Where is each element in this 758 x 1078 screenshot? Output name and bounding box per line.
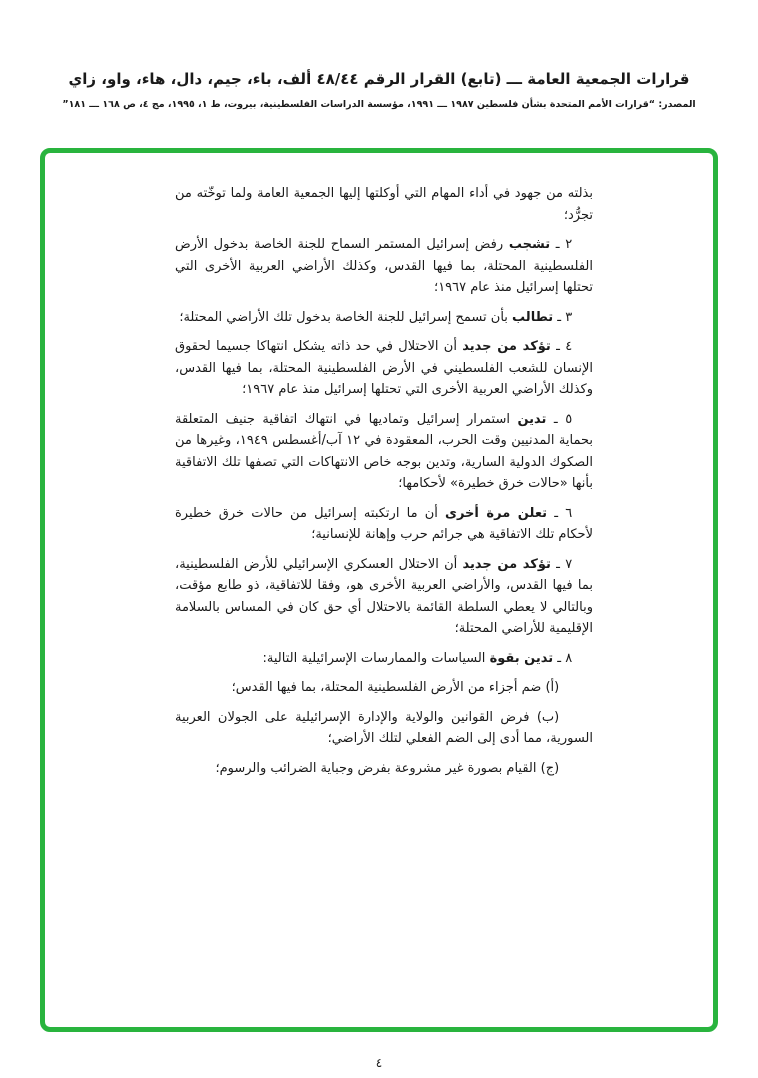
paragraph-text: استمرار إسرائيل وتماديها في انتهاك اتفاقية جنيف المتعلقة بحماية المدنيين وقت الحرب، المعقودة في ١٢ آب/أغسطس ١٩٤٩، وغيرها من الصكوك الدولية السارية، وتدين بوجه خاص الانتهاكات التي تصفها تلك الاتفاقية بأنها «حالات خرق خطيرة» لأحكامها؛ — [175, 411, 593, 491]
page-title: قرارات الجمعية العامة ـــ (تابع) القرار الرقم ٤٨/٤٤ ألف، باء، جيم، دال، هاء، واو، زاي — [68, 70, 690, 88]
paragraph-text: أن الاحتلال في حد ذاته يشكل انتهاكا جسيما لحقوق الإنسان للشعب الفلسطيني في الأرض الفلسطينية المحتلة، بما فيها القدس، وكذلك الأراضي العربية الأخرى التي تحتلها إسرائيل منذ عام ١٩٦٧؛ — [175, 339, 593, 397]
operative-verb: تدين بقوة — [489, 650, 554, 666]
paragraph-number: ٤ ـ — [556, 339, 573, 354]
paragraph-continuation: بذلته من جهود في أداء المهام التي أوكلتها إليها الجمعية العامة ولما توخّته من تجرُّد؛ — [175, 186, 593, 223]
operative-verb: تدين — [517, 411, 547, 427]
subitem-text: ضم أجزاء من الأرض الفلسطينية المحتلة، بما فيها القدس؛ — [231, 680, 542, 695]
resolution-text — [45, 153, 713, 779]
paragraph-number: ٨ ـ — [557, 650, 573, 666]
content-frame — [40, 148, 718, 1032]
subitem-label: (أ) — [545, 680, 560, 695]
subitem-text: القيام بصورة غير مشروعة بفرض وجباية الضرائب والرسوم؛ — [215, 760, 537, 776]
paragraph-2 — [175, 234, 593, 299]
subitem-text: فرض القوانين والولاية والإدارة الإسرائيلية على الجولان العربية السورية، مما أدى إلى الضم الفعلي لتلك الأراضي؛ — [175, 709, 593, 746]
operative-verb: تؤكد من جديد — [462, 339, 551, 354]
paragraph-text: أن ما ارتكبته إسرائيل من حالات خرق خطيرة لأحكام تلك الاتفاقية هي جرائم حرب وإهانة للإنسانية؛ — [175, 505, 593, 542]
page-number: ٤ — [375, 1056, 383, 1070]
paragraph-text: رفض إسرائيل المستمر السماح للجنة الخاصة بدخول الأرض الفلسطينية المحتلة، بما فيها القدس، وكذلك الأراضي العربية الأخرى التي تحتلها إسرائيل منذ عام ١٩٦٧؛ — [175, 237, 593, 295]
operative-verb: تطالب — [512, 309, 554, 325]
subitem-c — [175, 758, 593, 780]
subitem-a — [175, 677, 593, 699]
operative-verb: تؤكد من جديد — [462, 556, 551, 572]
document-header — [0, 0, 758, 110]
subitem-label: (ج) — [540, 760, 560, 776]
paragraph-number: ٣ ـ — [557, 309, 573, 325]
paragraph-3 — [175, 307, 593, 329]
paragraph-number: ٦ ـ — [554, 505, 573, 521]
subitem-label: (ب) — [536, 709, 560, 725]
paragraph-5 — [175, 409, 593, 495]
paragraph-text: بأن تسمح إسرائيل للجنة الخاصة بدخول تلك الأراضي المحتلة؛ — [179, 309, 508, 325]
paragraph-number: ٢ ـ — [555, 237, 573, 252]
paragraph-4 — [175, 336, 593, 401]
source-line: المصدر: “قرارات الأمم المتحدة بشأن فلسطين ١٩٨٧ ـــ ١٩٩١، مؤسسة الدراسات الفلسطينية، بيروت، ط ١، ١٩٩٥، مج ٤، ص ١٦٨ ـــ ١٨١” — [62, 99, 696, 110]
subitem-b — [175, 707, 593, 750]
paragraph-6 — [175, 503, 593, 546]
operative-verb: تعلن مرة أخرى — [445, 505, 548, 521]
paragraph-number: ٥ ـ — [553, 411, 573, 427]
operative-verb: تشجب — [508, 237, 551, 252]
paragraph-text: السياسات والممارسات الإسرائيلية التالية: — [262, 650, 486, 666]
paragraph-8 — [175, 648, 593, 670]
paragraph-7 — [175, 554, 593, 640]
paragraph-text: أن الاحتلال العسكري الإسرائيلي للأرض الفلسطينية، بما فيها القدس، والأراضي العربية الأخرى هو، وفقا للاتفاقية، ذو طابع مؤقت، وبالتالي لا يعطي السلطة القائمة بالاحتلال أي حق كان في المساس بالسلامة الإقليمية للأراضي المحتلة؛ — [175, 556, 593, 636]
paragraph-number: ٧ ـ — [556, 556, 573, 572]
